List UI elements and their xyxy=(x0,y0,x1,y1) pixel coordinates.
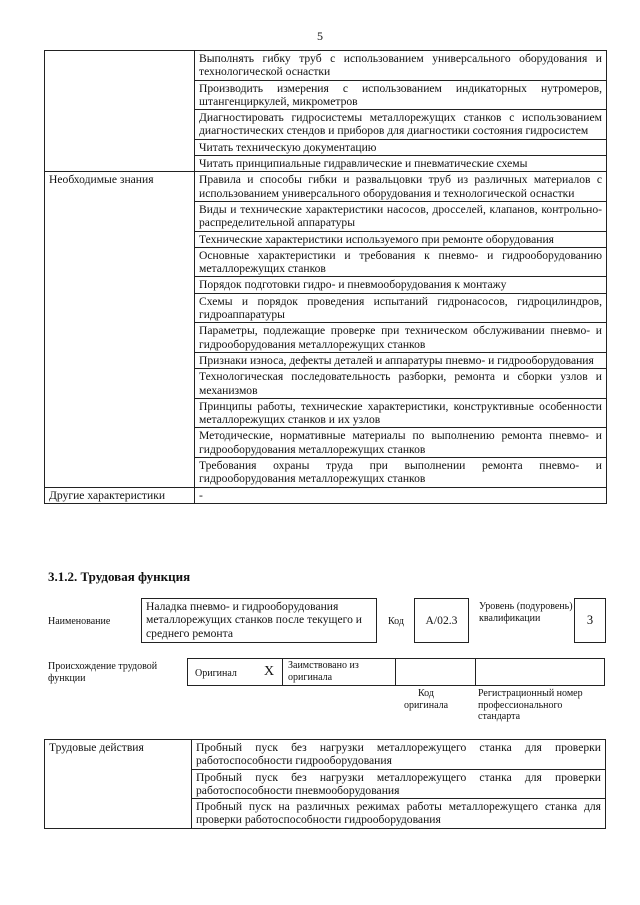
knowledge-item: Правила и способы гибки и развальцовки труб из различных материалов с использованием универсального оборудования и технологической оснастки xyxy=(195,172,607,202)
knowledge-item: Параметры, подлежащие проверке при техническом обслуживании пневмо- и гидрооборудования металлорежущих станков xyxy=(195,323,607,353)
knowledge-item: Порядок подготовки гидро- и пневмооборудования к монтажу xyxy=(195,277,607,293)
requirements-table xyxy=(44,50,607,504)
table-row xyxy=(45,172,607,202)
code-original-label: Код оригинала xyxy=(403,688,449,711)
page-number: 5 xyxy=(317,29,323,43)
name-label: Наименование xyxy=(48,616,111,627)
knowledge-item: Основные характеристики и требования к пневмо- и гидрооборудованию металлорежущих станков xyxy=(195,247,607,277)
knowledge-item: Технические характеристики используемого при ремонте оборудования xyxy=(195,231,607,247)
level-label: Уровень (подуровень) квалификации xyxy=(479,601,573,624)
borrowed-label: Заимствовано из оригинала xyxy=(288,660,359,683)
origin-divider-3 xyxy=(396,658,476,686)
knowledge-item: Технологическая последовательность разборки, ремонта и сборки узлов и механизмов xyxy=(195,369,607,399)
original-label: Оригинал xyxy=(195,668,237,679)
table-row xyxy=(45,740,606,770)
knowledge-item: Требования охраны труда при выполнении ремонта пневмо- и гидрооборудования металлорежущих станков xyxy=(195,458,607,488)
knowledge-item: Методические, нормативные материалы по выполнению ремонта пневмо- и гидрооборудования металлорежущих станков xyxy=(195,428,607,458)
other-label: Другие характеристики xyxy=(45,487,195,503)
section-heading: 3.1.2. Трудовая функция xyxy=(48,569,191,584)
original-mark: X xyxy=(264,664,275,679)
skill-item: Выполнять гибку труб с использованием универсального оборудования и технологической оснастки xyxy=(195,51,607,81)
name-value: Наладка пневмо- и гидрооборудования металлорежущих станков после текущего и среднего ремонта xyxy=(146,600,362,640)
skill-item: Производить измерения с использованием индикаторных нутромеров, штангенциркулей, микрометров xyxy=(195,80,607,110)
table-row xyxy=(45,51,607,81)
table-cell-empty xyxy=(45,51,195,172)
other-value: - xyxy=(195,487,607,503)
reg-number-label: Регистрационный номер профессионального стандарта xyxy=(478,688,583,722)
code-label: Код xyxy=(388,616,404,627)
knowledge-item: Принципы работы, технические характеристики, конструктивные особенности металлорежущих станков и их узлов xyxy=(195,398,607,428)
table-row xyxy=(45,487,607,503)
skill-item: Читать принципиальные гидравлические и пневматические схемы xyxy=(195,156,607,172)
skill-item: Диагностировать гидросистемы металлорежущих станков с использованием диагностических стендов и приборов для диагностики состояния гидросистем xyxy=(195,110,607,140)
code-value: А/02.3 xyxy=(425,614,458,627)
skill-item: Читать техническую документацию xyxy=(195,139,607,155)
action-item: Пробный пуск без нагрузки металлорежущего станка для проверки работоспособности пневмооборудования xyxy=(192,769,606,799)
knowledge-item: Схемы и порядок проведения испытаний гидронасосов, гидроцилиндров, гидроаппаратуры xyxy=(195,293,607,323)
origin-label: Происхождение трудовой функции xyxy=(48,661,158,684)
actions-table xyxy=(44,739,606,829)
knowledge-item: Виды и технические характеристики насосов, дросселей, клапанов, контрольно-распределительной аппаратуры xyxy=(195,201,607,231)
knowledge-item: Признаки износа, дефекты деталей и аппаратуры пневмо- и гидрооборудования xyxy=(195,352,607,368)
action-item: Пробный пуск на различных режимах работы металлорежущего станка для проверки работоспособности гидрооборудования xyxy=(192,799,606,829)
action-item: Пробный пуск без нагрузки металлорежущего станка для проверки работоспособности гидрооборудования xyxy=(192,740,606,770)
actions-label: Трудовые действия xyxy=(45,740,192,829)
knowledge-label: Необходимые знания xyxy=(45,172,195,487)
level-value: 3 xyxy=(586,613,594,627)
